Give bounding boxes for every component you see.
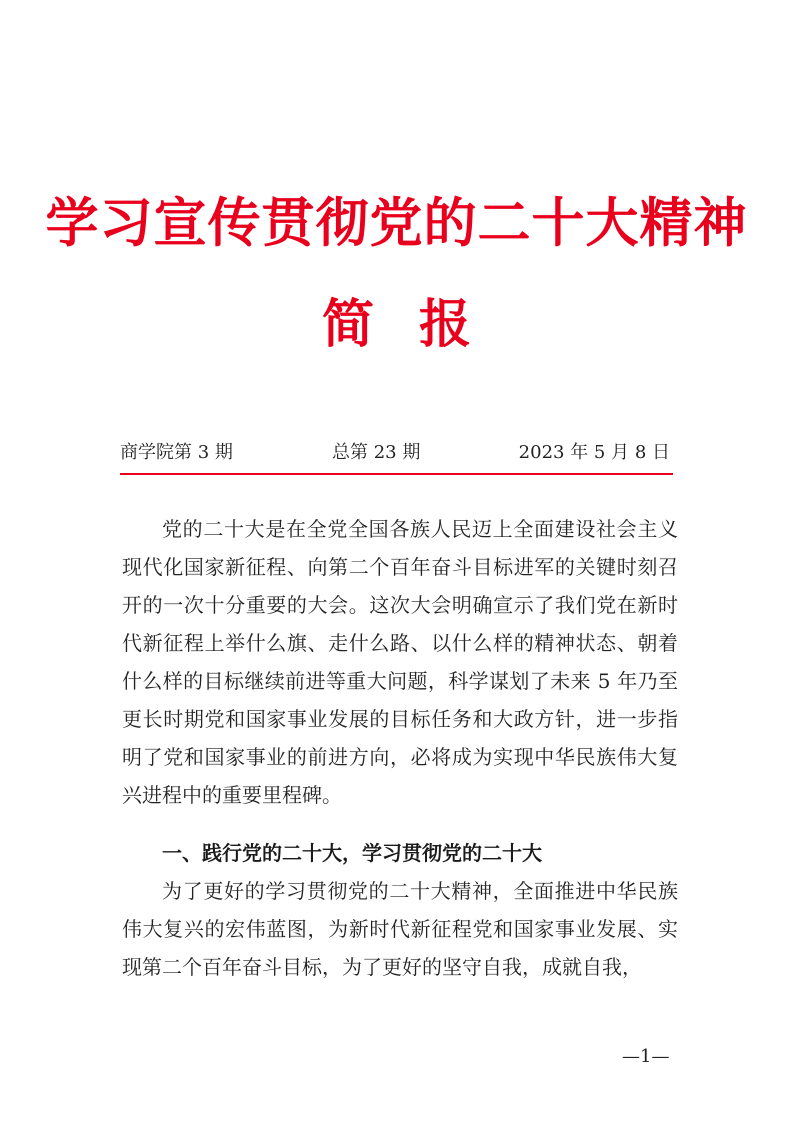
body-paragraph-1: 党的二十大是在全党全国各族人民迈上全面建设社会主义现代化国家新征程、向第二个百年奋斗目标进军的关键时刻召开的一次十分重要的大会。这次大会明确宣示了我们党在新时代新征程上举什么旗、走什么路、以什么样的精神状态、朝着什么样的目标继续前进等重大问题，科学谋划了未来 5 年乃至更长时期党和国家事业发展的目标任务和大政方针，进一步指明了党和国家事业的前进方向，必将成为实现中华民族伟大复兴进程中的重要里程碑。 [122, 517, 678, 807]
section-heading: 一、践行党的二十大，学习贯彻党的二十大 [162, 841, 542, 865]
college-issue-number: 商学院第 3 期 [120, 442, 233, 463]
body-paragraph-2: 为了更好的学习贯彻党的二十大精神，全面推进中华民族伟大复兴的宏伟蓝图，为新时代新征程党和国家事业发展、实现第二个百年奋斗目标，为了更好的坚守自我，成就自我， [122, 879, 678, 979]
issue-line [120, 440, 672, 466]
issue-date: 2023 年 5 月 8 日 [518, 442, 670, 463]
red-divider-line [120, 473, 673, 475]
masthead-subtitle: 简报 [321, 294, 516, 355]
page-number: —1— [622, 1046, 670, 1067]
masthead-title: 学习宣传贯彻党的二十大精神 [45, 192, 748, 254]
total-issue-number: 总第 23 期 [332, 442, 421, 463]
